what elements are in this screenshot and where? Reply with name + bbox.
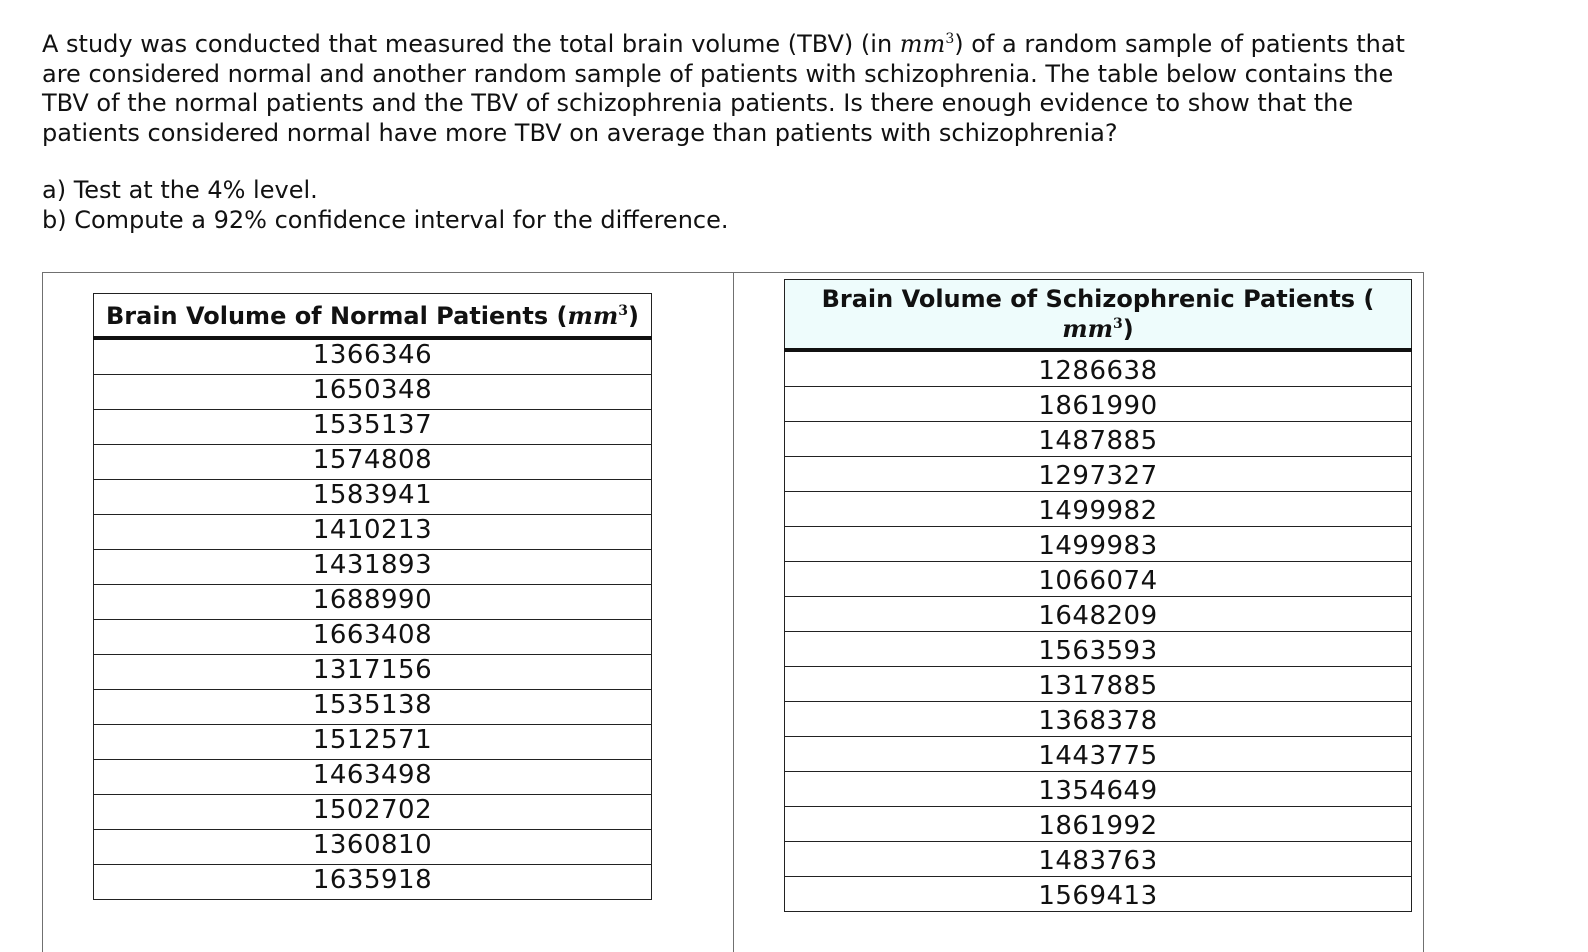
- schizo-cell: 1066074: [785, 562, 1412, 597]
- normal-cell: 1663408: [94, 620, 652, 655]
- table-row: [94, 550, 652, 585]
- schizo-cell: 1297327: [785, 457, 1412, 492]
- table-row: [94, 515, 652, 550]
- table-row: [785, 632, 1412, 667]
- part-b: b) Compute a 92% confidence interval for the difference.: [42, 206, 729, 234]
- schizo-header-close: ): [1122, 315, 1134, 343]
- table-row: [785, 387, 1412, 422]
- schizo-cell: 1443775: [785, 737, 1412, 772]
- normal-header-unit-base: mm: [567, 300, 619, 330]
- table-row: [785, 350, 1412, 387]
- schizo-cell: 1499982: [785, 492, 1412, 527]
- schizo-table-header: [785, 280, 1412, 351]
- normal-table-header: [94, 294, 652, 339]
- table-row: [94, 480, 652, 515]
- table-row: [785, 702, 1412, 737]
- table-row: [785, 457, 1412, 492]
- schizo-cell: 1569413: [785, 877, 1412, 912]
- schizo-header-unit-base: mm: [1062, 314, 1114, 343]
- normal-cell: 1688990: [94, 585, 652, 620]
- normal-cell: 1360810: [94, 830, 652, 865]
- table-row: [94, 375, 652, 410]
- normal-patients-table: [93, 293, 652, 900]
- table-row: [94, 655, 652, 690]
- table-row: [94, 725, 652, 760]
- schizo-header-unit-exp: 3: [1113, 316, 1123, 332]
- normal-cell: 1317156: [94, 655, 652, 690]
- table-row: [785, 492, 1412, 527]
- table-row: [94, 795, 652, 830]
- part-a: a) Test at the 4% level.: [42, 176, 318, 204]
- normal-cell: 1535137: [94, 410, 652, 445]
- schizo-header-unit: [1062, 314, 1123, 343]
- problem-text-end: ) of a random sample of patients that are considered normal and another random sample of patients with schizophrenia. The table below contains the TBV of the normal patients and the TBV of schizophrenia patients. Is there enough evidence to show that the patients considered normal have more TBV on average than patients with schizophrenia?: [42, 30, 1405, 147]
- normal-cell: 1583941: [94, 480, 652, 515]
- schizo-cell: 1861990: [785, 387, 1412, 422]
- normal-header-close: ): [628, 301, 639, 330]
- schizo-cell: 1487885: [785, 422, 1412, 457]
- table-row: [94, 690, 652, 725]
- schizo-cell: 1368378: [785, 702, 1412, 737]
- question-parts: [42, 175, 729, 235]
- unit-exponent: 3: [945, 31, 955, 47]
- schizo-cell: 1648209: [785, 597, 1412, 632]
- schizo-cell: 1286638: [785, 350, 1412, 387]
- problem-paragraph: [42, 30, 1422, 148]
- table-row: [785, 562, 1412, 597]
- table-row: [785, 807, 1412, 842]
- schizo-cell: 1499983: [785, 527, 1412, 562]
- normal-cell: 1431893: [94, 550, 652, 585]
- table-row: [785, 877, 1412, 912]
- table-row: [785, 527, 1412, 562]
- schizo-cell: 1317885: [785, 667, 1412, 702]
- table-row: [94, 338, 652, 375]
- table-row: [785, 422, 1412, 457]
- schizo-cell: 1483763: [785, 842, 1412, 877]
- schizo-cell: 1354649: [785, 772, 1412, 807]
- normal-cell: 1512571: [94, 725, 652, 760]
- table-row: [94, 445, 652, 480]
- table-row: [94, 620, 652, 655]
- table-row: [785, 597, 1412, 632]
- table-row: [94, 760, 652, 795]
- normal-header-text: Brain Volume of Normal Patients (: [106, 301, 568, 330]
- table-row: [94, 830, 652, 865]
- normal-header-unit-exp: 3: [618, 302, 629, 319]
- table-row: [785, 737, 1412, 772]
- normal-cell: 1650348: [94, 375, 652, 410]
- table-row: [785, 772, 1412, 807]
- normal-cell: 1635918: [94, 865, 652, 900]
- table-row: [785, 842, 1412, 877]
- table-row: [94, 865, 652, 900]
- normal-cell: 1366346: [94, 338, 652, 375]
- table-row: [785, 667, 1412, 702]
- table-row: [94, 585, 652, 620]
- problem-statement: [42, 30, 1422, 148]
- schizo-cell: 1563593: [785, 632, 1412, 667]
- normal-cell: 1463498: [94, 760, 652, 795]
- schizo-cell: 1861992: [785, 807, 1412, 842]
- normal-header-unit: [567, 301, 628, 330]
- tables-divider: [733, 272, 734, 952]
- table-row: [94, 410, 652, 445]
- schizo-header-text: Brain Volume of Schizophrenic Patients (: [821, 285, 1375, 313]
- problem-text-start: A study was conducted that measured the total brain volume (TBV) (in: [42, 30, 900, 58]
- normal-cell: 1535138: [94, 690, 652, 725]
- unit-base: mm: [899, 30, 946, 58]
- schizophrenic-patients-table: [784, 279, 1412, 912]
- normal-cell: 1502702: [94, 795, 652, 830]
- normal-cell: 1574808: [94, 445, 652, 480]
- normal-cell: 1410213: [94, 515, 652, 550]
- unit-math: [900, 30, 954, 58]
